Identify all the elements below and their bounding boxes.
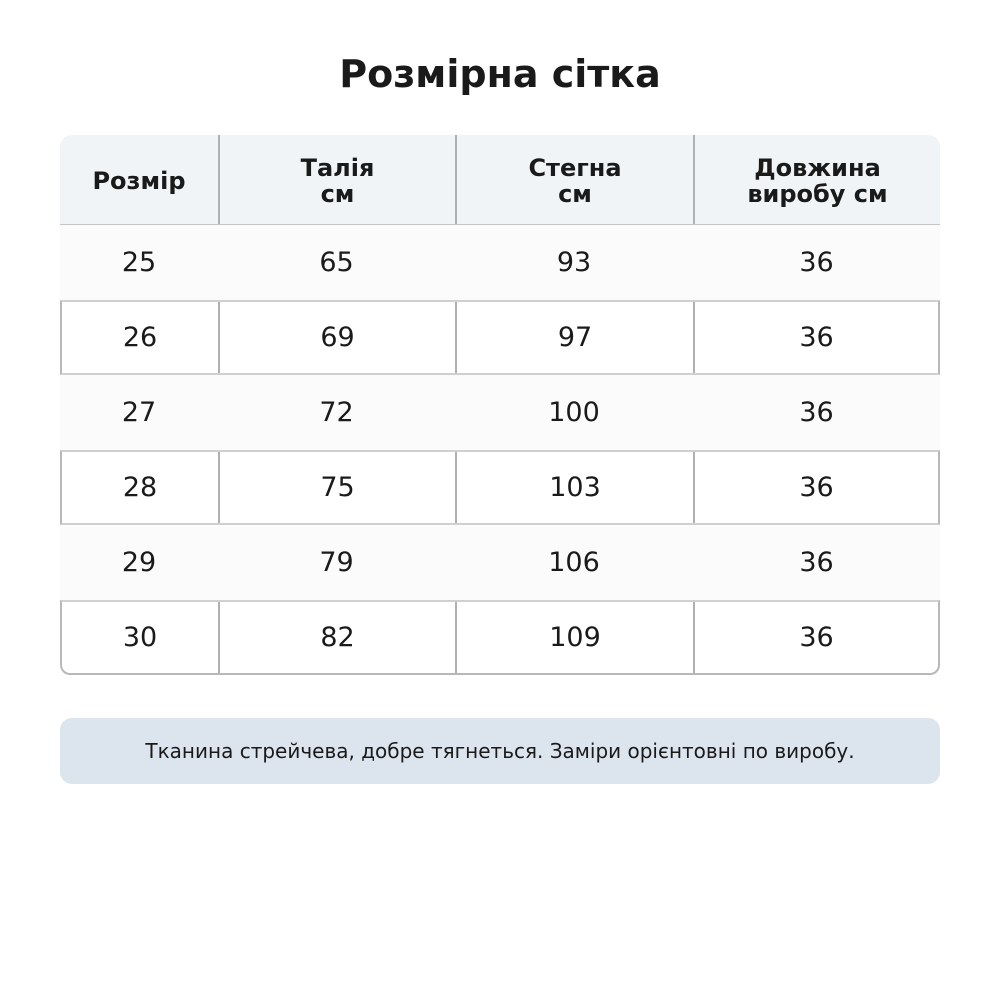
header-waist bbox=[218, 135, 455, 224]
cell-length: 36 bbox=[799, 397, 834, 428]
cell-size: 25 bbox=[121, 247, 157, 278]
cell-hips: 100 bbox=[548, 397, 600, 428]
cell-waist: 72 bbox=[319, 397, 354, 428]
header-hips-label: Стегна bbox=[528, 153, 622, 182]
page-title: Розмірна сітка bbox=[339, 52, 661, 96]
size-chart-table bbox=[60, 135, 940, 675]
cell-waist: 75 bbox=[218, 452, 455, 523]
cell-waist: 69 bbox=[218, 302, 455, 373]
table-row bbox=[60, 300, 940, 375]
cell-length: 36 bbox=[799, 247, 834, 278]
table-row bbox=[60, 600, 940, 675]
cell-length: 36 bbox=[693, 302, 938, 373]
cell-hips: 103 bbox=[455, 452, 693, 523]
cell-length: 36 bbox=[799, 547, 834, 578]
header-length-unit: виробу см bbox=[747, 179, 888, 208]
cell-size: 26 bbox=[122, 322, 158, 353]
fabric-note-text: Тканина стрейчева, добре тягнеться. Заміри орієнтовні по виробу. bbox=[145, 739, 855, 763]
fabric-note bbox=[60, 718, 940, 784]
cell-hips: 93 bbox=[556, 247, 592, 278]
cell-size: 30 bbox=[122, 622, 158, 653]
table-row bbox=[60, 450, 940, 525]
table-row bbox=[60, 375, 940, 450]
cell-length: 36 bbox=[693, 452, 938, 523]
cell-hips: 97 bbox=[455, 302, 693, 373]
cell-waist: 79 bbox=[319, 547, 354, 578]
cell-hips: 106 bbox=[548, 547, 600, 578]
header-waist-unit: см bbox=[320, 179, 355, 208]
table-row bbox=[60, 525, 940, 600]
header-size bbox=[60, 135, 218, 224]
header-hips bbox=[455, 135, 693, 224]
cell-size: 28 bbox=[122, 472, 158, 503]
header-waist-label: Талія bbox=[300, 153, 375, 182]
header-length bbox=[693, 135, 940, 224]
cell-size: 27 bbox=[121, 397, 157, 428]
table-header-row bbox=[60, 135, 940, 225]
cell-length: 36 bbox=[693, 602, 938, 673]
cell-hips: 109 bbox=[455, 602, 693, 673]
table-row bbox=[60, 225, 940, 300]
header-hips-unit: см bbox=[558, 179, 592, 208]
cell-waist: 65 bbox=[319, 247, 354, 278]
cell-waist: 82 bbox=[218, 602, 455, 673]
header-size-label: Розмір bbox=[92, 166, 186, 195]
cell-size: 29 bbox=[121, 547, 157, 578]
header-length-label: Довжина bbox=[754, 153, 881, 182]
